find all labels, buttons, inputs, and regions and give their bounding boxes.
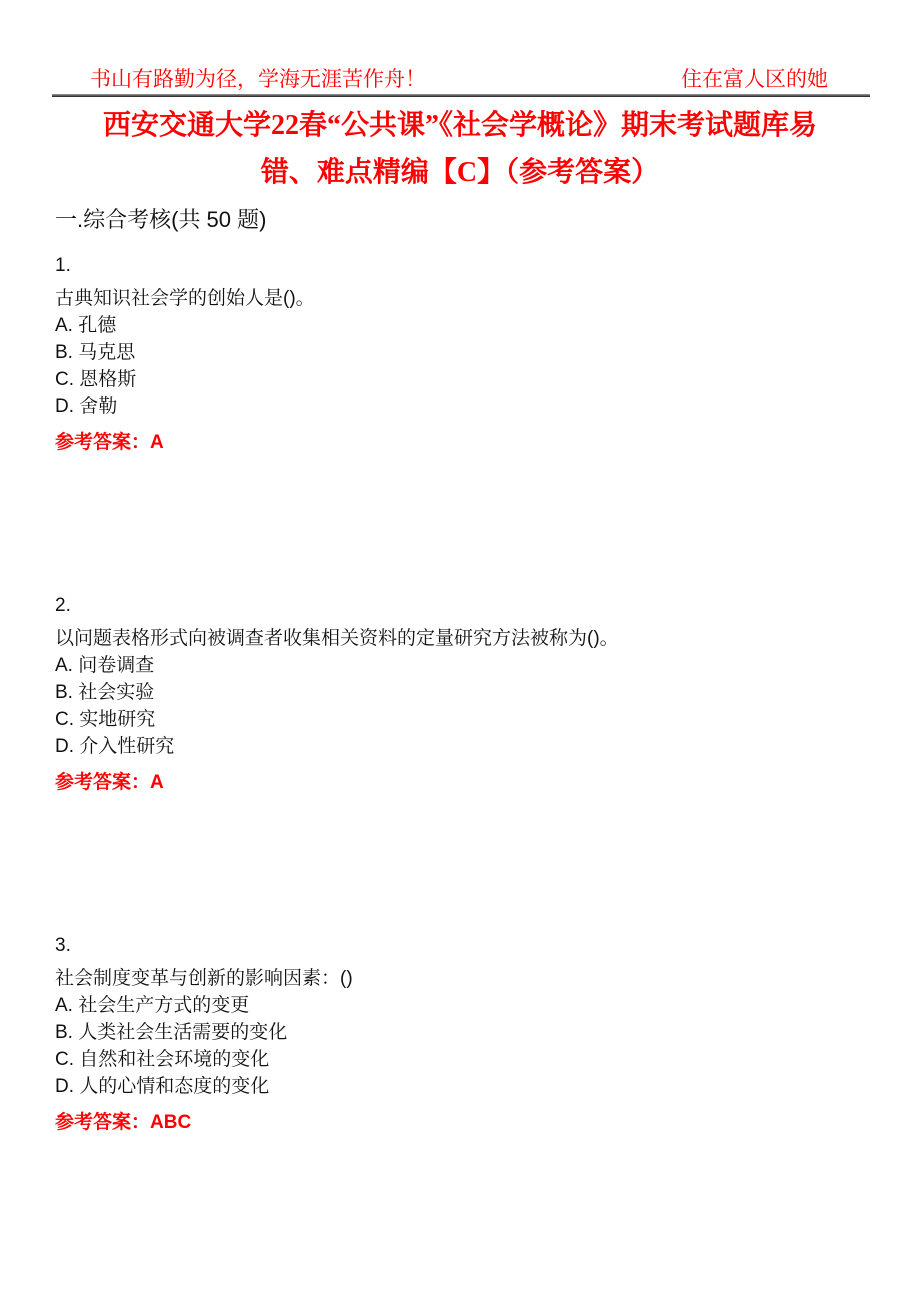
option-line: A. 孔德: [55, 315, 117, 336]
option-line: B. 马克思: [55, 342, 136, 363]
question-stem: 古典知识社会学的创始人是()。: [55, 288, 315, 309]
question-number: 1.: [55, 255, 71, 276]
header-divider: [52, 94, 870, 97]
option-line: C. 实地研究: [55, 709, 156, 730]
answer-value: ABC: [150, 1112, 192, 1133]
answer-label: 参考答案：: [55, 432, 151, 453]
answer-line: [55, 1109, 880, 1136]
answer-value: A: [150, 432, 164, 453]
question-block-3: [55, 932, 880, 1136]
option-line: C. 恩格斯: [55, 369, 137, 390]
option-line: B. 社会实验: [55, 682, 155, 703]
question-number: 2.: [55, 595, 71, 616]
option-line: A. 社会生产方式的变更: [55, 995, 250, 1016]
option-line: A. 问卷调查: [55, 655, 155, 676]
answer-line: [55, 769, 880, 796]
option-line: B. 人类社会生活需要的变化: [55, 1022, 288, 1043]
option-line: D. 人的心情和态度的变化: [55, 1076, 270, 1097]
question-block-1: [55, 252, 880, 456]
page-title-line1: 西安交通大学22春“公共课”《社会学概论》期末考试题库易: [102, 110, 817, 141]
header-right-text: 住在富人区的她: [681, 67, 828, 91]
answer-value: A: [150, 772, 164, 793]
question-block-2: [55, 592, 880, 796]
answer-label: 参考答案：: [55, 1112, 151, 1133]
option-line: C. 自然和社会环境的变化: [55, 1049, 270, 1070]
option-line: D. 介入性研究: [55, 736, 175, 757]
section-heading: 一.综合考核(共 50 题): [55, 207, 267, 232]
question-stem: 社会制度变革与创新的影响因素：(): [55, 968, 353, 989]
page-title: [40, 102, 880, 196]
answer-label: 参考答案：: [55, 772, 151, 793]
option-line: D. 舍勒: [55, 396, 118, 417]
question-stem: 以问题表格形式向被调查者收集相关资料的定量研究方法被称为()。: [55, 628, 619, 649]
header-motto: 书山有路勤为径，学海无涯苦作舟！: [90, 67, 426, 91]
answer-line: [55, 429, 880, 456]
page-title-line2: 错、难点精编【C】（参考答案）: [260, 157, 660, 188]
question-number: 3.: [55, 935, 71, 956]
